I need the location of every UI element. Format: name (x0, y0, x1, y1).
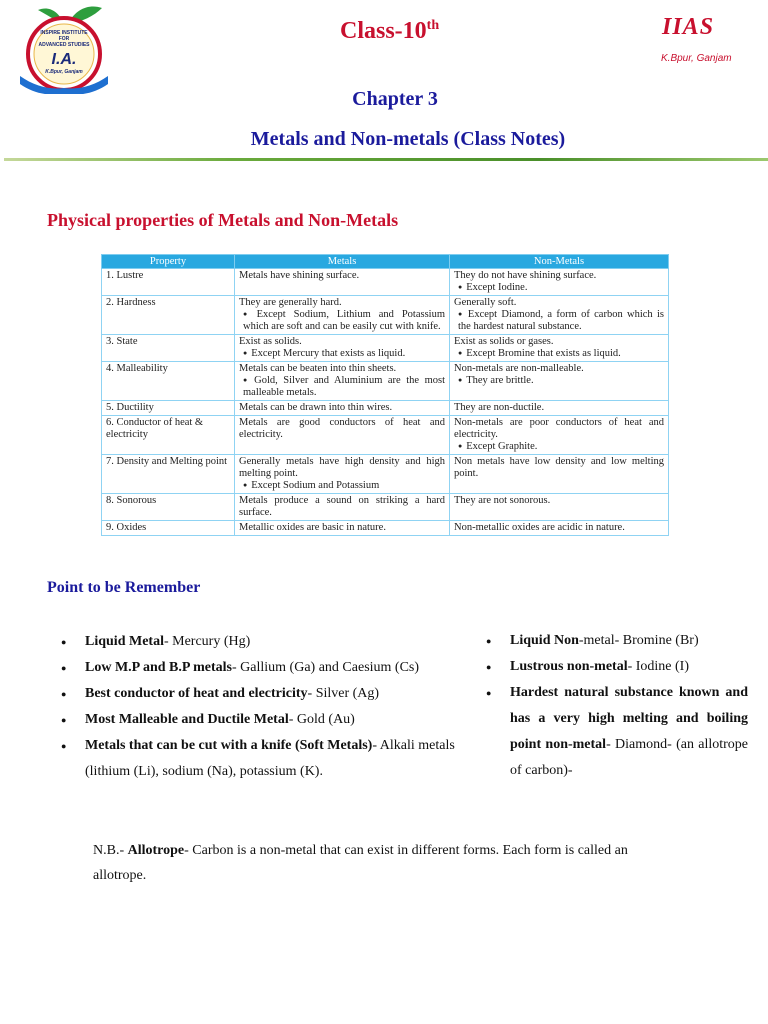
cell-text: Generally soft. (454, 297, 517, 308)
cell-text: 8. Sonorous (106, 495, 157, 506)
metals-cell (235, 455, 450, 494)
cell-text: Metals produce a sound on striking a hard surface. (239, 495, 445, 518)
property-cell (102, 362, 235, 401)
svg-text:ADVANCED STUDIES: ADVANCED STUDIES (38, 42, 90, 48)
non-metals-cell (450, 296, 669, 335)
cell-exception: ● Except Graphite. (454, 441, 664, 453)
cell-text: Metallic oxides are basic in nature. (239, 522, 386, 533)
cell-exception: ● Except Sodium, Lithium and Potassium which are soft and can be easily cut with knife. (239, 309, 445, 333)
cell-text: Non metals have low density and low melting point. (454, 456, 664, 479)
list-item: ● Low M.P and B.P metals- Gallium (Ga) and Caesium (Cs) (61, 655, 461, 681)
allotrope-note: N.B.- Allotrope- Carbon is a non-metal that can exist in different forms. Each form is called an allotrope. (93, 843, 628, 883)
list-item: ● Liquid Non-metal- Bromine (Br) (486, 628, 748, 654)
cell-exception: ● Except Mercury that exists as liquid. (239, 348, 445, 360)
brand-location: K.Bpur, Ganjam (661, 53, 732, 64)
non-metals-cell (450, 416, 669, 455)
cell-text: Metals can be beaten into thin sheets. (239, 363, 397, 374)
svg-text:FOR: FOR (58, 36, 70, 42)
metals-cell (235, 269, 450, 296)
subject-title: Metals and Non-metals (Class Notes) (250, 128, 566, 150)
property-cell (102, 455, 235, 494)
table-row (102, 416, 669, 455)
remember-heading: Point to be Remember (47, 579, 201, 596)
cell-exception: ● They are brittle. (454, 375, 664, 387)
cell-text: Generally metals have high density and high melting point. (239, 456, 445, 479)
list-item: ● Best conductor of heat and electricity- Silver (Ag) (61, 681, 461, 707)
svg-text:K.Bpur, Ganjam: K.Bpur, Ganjam (45, 69, 83, 75)
cell-text: 4. Malleability (106, 363, 168, 374)
cell-text: They do not have shining surface. (454, 270, 597, 281)
properties-table (101, 254, 669, 536)
list-item: ● Metals that can be cut with a knife (Soft Metals)- Alkali metals (lithium (Li), sodium (Na), potassium (K). (61, 733, 461, 785)
property-cell (102, 416, 235, 455)
class-title: Class-10th (340, 18, 440, 44)
cell-text: Non-metals are poor conductors of heat and electricity. (454, 417, 664, 440)
metals-cell (235, 401, 450, 416)
table-row (102, 455, 669, 494)
cell-text: 1. Lustre (106, 270, 144, 281)
column-header: Non-Metals (450, 255, 669, 269)
non-metals-cell (450, 362, 669, 401)
property-cell (102, 494, 235, 521)
cell-text: Non-metals are non-malleable. (454, 363, 584, 374)
svg-text:INSPIRE INSTITUTE: INSPIRE INSTITUTE (40, 30, 88, 36)
chapter-title: Chapter 3 (352, 88, 438, 110)
table-row (102, 335, 669, 362)
svg-text:I.A.: I.A. (51, 51, 77, 68)
metals-cell (235, 335, 450, 362)
non-metals-cell (450, 335, 669, 362)
property-cell (102, 269, 235, 296)
cell-text: They are not sonorous. (454, 495, 551, 506)
section-heading: Physical properties of Metals and Non-Metals (47, 210, 399, 230)
non-metals-cell (450, 269, 669, 296)
cell-text: 7. Density and Melting point (106, 456, 228, 467)
cell-text: Metals are good conductors of heat and electricity. (239, 417, 445, 440)
non-metals-cell (450, 521, 669, 536)
column-header: Property (102, 255, 235, 269)
table-row (102, 521, 669, 536)
cell-text: Non-metallic oxides are acidic in nature. (454, 522, 625, 533)
table-row (102, 401, 669, 416)
cell-text: 6. Conductor of heat & electricity (106, 417, 204, 440)
left-points-list (61, 629, 461, 785)
list-item: ● Lustrous non-metal- Iodine (I) (486, 654, 748, 680)
cell-text: 3. State (106, 336, 138, 347)
cell-text: 2. Hardness (106, 297, 156, 308)
metals-cell (235, 494, 450, 521)
cell-text: Exist as solids or gases. (454, 336, 554, 347)
cell-exception: ● Gold, Silver and Aluminium are the most malleable metals. (239, 375, 445, 399)
column-header: Metals (235, 255, 450, 269)
table-header-row (102, 255, 669, 269)
property-cell (102, 296, 235, 335)
brand-mark: IIAS (662, 14, 715, 40)
property-cell (102, 335, 235, 362)
institute-logo (14, 4, 114, 94)
list-item: ● Hardest natural substance known and has a very high melting and boiling point non-metal- Diamond- (an allotrope of carbon)- (486, 680, 748, 784)
right-points-list (486, 628, 748, 784)
cell-exception: ● Except Bromine that exists as liquid. (454, 348, 664, 360)
non-metals-cell (450, 494, 669, 521)
table-row (102, 362, 669, 401)
cell-text: 9. Oxides (106, 522, 147, 533)
table-row (102, 494, 669, 521)
list-item: ● Most Malleable and Ductile Metal- Gold (Au) (61, 707, 461, 733)
cell-exception: ● Except Iodine. (454, 282, 664, 294)
cell-text: Metals have shining surface. (239, 270, 360, 281)
metals-cell (235, 521, 450, 536)
cell-text: They are non-ductile. (454, 402, 545, 413)
table-row (102, 269, 669, 296)
table-row (102, 296, 669, 335)
header-divider (4, 158, 768, 161)
cell-exception: ● Except Diamond, a form of carbon which is the hardest natural substance. (454, 309, 664, 333)
cell-text: They are generally hard. (239, 297, 342, 308)
list-item: ● Liquid Metal- Mercury (Hg) (61, 629, 461, 655)
cell-exception: ● Except Sodium and Potassium (239, 480, 445, 492)
cell-text: Metals can be drawn into thin wires. (239, 402, 393, 413)
non-metals-cell (450, 455, 669, 494)
metals-cell (235, 416, 450, 455)
metals-cell (235, 296, 450, 335)
property-cell (102, 401, 235, 416)
property-cell (102, 521, 235, 536)
cell-text: Exist as solids. (239, 336, 302, 347)
non-metals-cell (450, 401, 669, 416)
cell-text: 5. Ductility (106, 402, 154, 413)
metals-cell (235, 362, 450, 401)
